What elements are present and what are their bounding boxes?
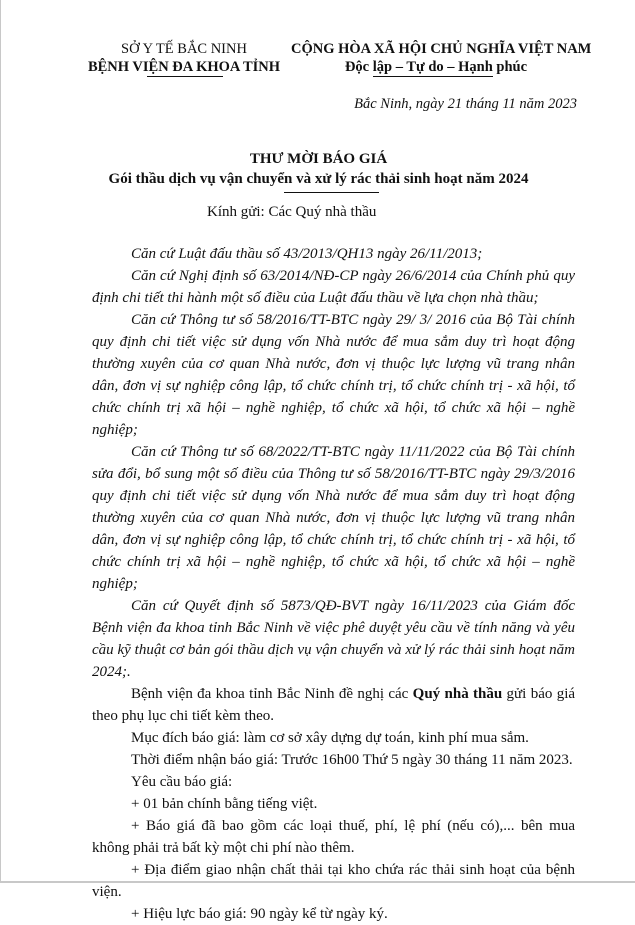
requirement-item: + 01 bản chính bằng tiếng việt. bbox=[131, 796, 318, 812]
document-title: THƯ MỜI BÁO GIÁ bbox=[249, 151, 388, 167]
place-date: Bắc Ninh, ngày 21 tháng 11 năm 2023 bbox=[354, 96, 577, 112]
document-body bbox=[92, 243, 575, 925]
document-subtitle: Gói thầu dịch vụ vận chuyển và xử lý rác thải sinh hoạt năm 2024 bbox=[108, 171, 529, 187]
requirements-heading: Yêu cầu báo giá: bbox=[131, 774, 233, 790]
salutation: Kính gửi: Các Quý nhà thầu bbox=[207, 204, 377, 220]
legal-basis-item: Căn cứ Quyết định số 5873/QĐ-BVT ngày 16/11/2023 của Giám đốc Bệnh viện đa khoa tỉnh Bắc Ninh về việc phê duyệt yêu cầu về tính năng và yêu cầu kỹ thuật cơ bản gói thầu dịch vụ vận chuyển và xử lý rác thải sinh hoạt năm 2024;. bbox=[92, 598, 575, 680]
request-text-before: Bệnh viện đa khoa tỉnh Bắc Ninh đề nghị các bbox=[131, 686, 413, 702]
legal-basis-item: Căn cứ Nghị định số 63/2014/NĐ-CP ngày 26/6/2014 của Chính phủ quy định chi tiết thi hành một số điều của Luật đấu thầu về lựa chọn nhà thầu; bbox=[92, 268, 575, 306]
request-text-after: gửi báo giá theo phụ lục chi tiết kèm theo. bbox=[92, 686, 576, 724]
request-paragraph bbox=[92, 683, 575, 727]
issuer-underline bbox=[147, 76, 223, 77]
issuer-department: SỞ Y TẾ BẮC NINH bbox=[121, 41, 247, 57]
subtitle-underline bbox=[284, 192, 379, 193]
issuer-hospital: BỆNH VIỆN ĐA KHOA TỈNH bbox=[87, 59, 281, 75]
requirement-item: + Báo giá đã bao gồm các loại thuế, phí, lệ phí (nếu có),... bên mua không phải trả bất kỳ một chi phí nào thêm. bbox=[92, 818, 575, 856]
legal-basis-item: Căn cứ Luật đấu thầu số 43/2013/QH13 ngày 26/11/2013; bbox=[131, 246, 483, 262]
requirement-item: + Hiệu lực báo giá: 90 ngày kể từ ngày ký. bbox=[131, 906, 388, 922]
request-recipient: Quý nhà thầu bbox=[412, 686, 503, 702]
national-title: CỘNG HÒA XÃ HỘI CHỦ NGHĨA VIỆT NAM bbox=[291, 41, 592, 57]
requirement-item: + Địa điểm giao nhận chất thải tại kho chứa rác thải sinh hoạt của bệnh viện. bbox=[92, 862, 575, 900]
legal-basis-item: Căn cứ Thông tư số 68/2022/TT-BTC ngày 11/11/2022 của Bộ Tài chính sửa đổi, bổ sung một số điều của Thông tư số 58/2016/TT-BTC ngày 29/3/2016 quy định chi tiết việc sử dụng vốn Nhà nước để mua sắm duy trì hoạt động thường xuyên của cơ quan Nhà nước, đơn vị thuộc lực lượng vũ trang nhân dân, đơn vị sự nghiệp công lập, tổ chức chính trị, tổ chức chính trị - xã hội, tổ chức chính trị xã hội – nghề nghiệp, tổ chức xã hội, tổ chức xã hội – nghề nghiệp; bbox=[92, 444, 575, 592]
national-header-block bbox=[291, 40, 592, 76]
legal-basis-item: Căn cứ Thông tư số 58/2016/TT-BTC ngày 29/ 3/ 2016 của Bộ Tài chính quy định chi tiết việc sử dụng vốn Nhà nước để mua sắm duy trì hoạt động thường xuyên của cơ quan Nhà nước, đơn vị thuộc lực lượng vũ trang nhân dân, đơn vị sự nghiệp công lập, tổ chức chính trị, tổ chức chính trị - xã hội, tổ chức chính trị xã hội – nghề nghiệp, tổ chức xã hội, tổ chức xã hội – nghề nghiệp; bbox=[92, 312, 575, 438]
purpose-paragraph: Mục đích báo giá: làm cơ sở xây dựng dự toán, kinh phí mua sắm. bbox=[131, 730, 529, 746]
national-motto: Độc lập – Tự do – Hạnh phúc bbox=[344, 59, 528, 75]
issuer-block bbox=[61, 40, 307, 76]
deadline-paragraph: Thời điểm nhận báo giá: Trước 16h00 Thứ 5 ngày 30 tháng 11 năm 2023. bbox=[131, 752, 573, 768]
motto-underline bbox=[373, 76, 493, 77]
